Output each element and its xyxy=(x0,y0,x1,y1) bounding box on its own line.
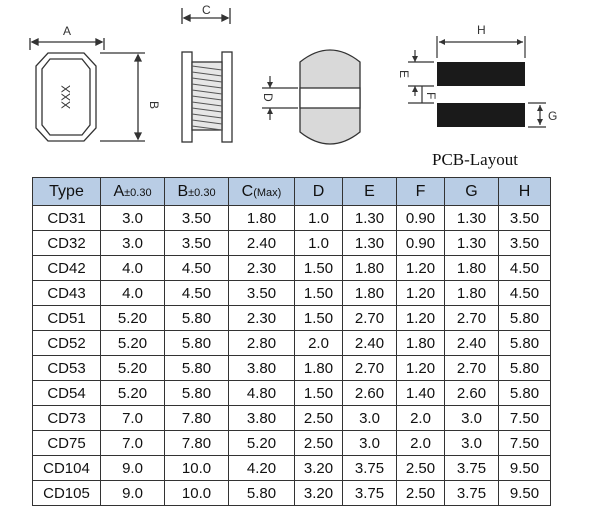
header-row xyxy=(33,178,551,206)
value-cell: 4.0 xyxy=(101,281,165,306)
value-cell: 1.30 xyxy=(445,206,499,231)
column-header xyxy=(445,178,499,206)
value-cell: 2.0 xyxy=(295,331,343,356)
column-header xyxy=(33,178,101,206)
type-cell: CD104 xyxy=(33,456,101,481)
table-header xyxy=(33,178,551,206)
column-header-label: H xyxy=(518,182,531,200)
value-cell: 2.0 xyxy=(397,406,445,431)
value-cell: 9.50 xyxy=(499,481,551,506)
table-row xyxy=(33,206,551,231)
type-cell: CD54 xyxy=(33,381,101,406)
value-cell: 10.0 xyxy=(165,456,229,481)
value-cell: 1.50 xyxy=(295,281,343,306)
dim-b-label: B xyxy=(147,101,161,110)
value-cell: 9.50 xyxy=(499,456,551,481)
value-cell: 1.80 xyxy=(397,331,445,356)
value-cell: 2.40 xyxy=(343,331,397,356)
value-cell: 3.0 xyxy=(101,206,165,231)
column-header-tolerance: ±0.30 xyxy=(188,186,216,199)
column-header xyxy=(397,178,445,206)
value-cell: 1.30 xyxy=(343,206,397,231)
table-row xyxy=(33,306,551,331)
value-cell: 7.80 xyxy=(165,431,229,456)
value-cell: 1.0 xyxy=(295,231,343,256)
value-cell: 3.0 xyxy=(101,231,165,256)
value-cell: 2.30 xyxy=(229,256,295,281)
value-cell: 1.20 xyxy=(397,306,445,331)
column-header-tolerance: ±0.30 xyxy=(124,186,152,199)
type-cell: CD43 xyxy=(33,281,101,306)
value-cell: 2.30 xyxy=(229,306,295,331)
value-cell: 1.50 xyxy=(295,381,343,406)
dim-a-label: A xyxy=(63,24,72,38)
value-cell: 4.50 xyxy=(499,256,551,281)
dim-c-label: C xyxy=(202,3,211,17)
type-cell: CD42 xyxy=(33,256,101,281)
value-cell: 1.80 xyxy=(445,281,499,306)
value-cell: 1.20 xyxy=(397,256,445,281)
value-cell: 3.50 xyxy=(229,281,295,306)
value-cell: 7.50 xyxy=(499,431,551,456)
table-row xyxy=(33,231,551,256)
column-header-label: G xyxy=(465,182,478,200)
dim-g-label: G xyxy=(548,109,558,123)
pcb-pad-top xyxy=(437,62,525,86)
bottom-view xyxy=(262,50,360,144)
value-cell: 5.80 xyxy=(229,481,295,506)
table-row xyxy=(33,256,551,281)
dimension-drawings xyxy=(0,0,600,175)
type-cell: CD75 xyxy=(33,431,101,456)
column-header xyxy=(229,178,295,206)
type-cell: CD31 xyxy=(33,206,101,231)
column-header-tolerance: (Max) xyxy=(253,186,282,199)
value-cell: 0.90 xyxy=(397,231,445,256)
value-cell: 5.20 xyxy=(101,331,165,356)
value-cell: 4.50 xyxy=(165,281,229,306)
value-cell: 3.0 xyxy=(445,406,499,431)
value-cell: 1.80 xyxy=(445,256,499,281)
value-cell: 3.50 xyxy=(165,206,229,231)
value-cell: 4.20 xyxy=(229,456,295,481)
value-cell: 2.70 xyxy=(343,356,397,381)
value-cell: 2.70 xyxy=(343,306,397,331)
value-cell: 2.40 xyxy=(229,231,295,256)
value-cell: 7.0 xyxy=(101,431,165,456)
value-cell: 3.0 xyxy=(445,431,499,456)
value-cell: 2.50 xyxy=(295,431,343,456)
type-cell: CD51 xyxy=(33,306,101,331)
value-cell: 7.0 xyxy=(101,406,165,431)
value-cell: 9.0 xyxy=(101,481,165,506)
value-cell: 5.20 xyxy=(229,431,295,456)
table-row xyxy=(33,331,551,356)
value-cell: 1.20 xyxy=(397,281,445,306)
type-cell: CD53 xyxy=(33,356,101,381)
value-cell: 2.0 xyxy=(397,431,445,456)
value-cell: 1.50 xyxy=(295,256,343,281)
value-cell: 5.20 xyxy=(101,356,165,381)
column-header xyxy=(499,178,551,206)
value-cell: 1.80 xyxy=(295,356,343,381)
component-outline-drawings xyxy=(0,0,600,175)
value-cell: 5.80 xyxy=(499,306,551,331)
column-header-label: Type xyxy=(49,182,84,200)
column-header xyxy=(101,178,165,206)
value-cell: 3.75 xyxy=(343,456,397,481)
top-view xyxy=(30,38,145,141)
type-cell: CD32 xyxy=(33,231,101,256)
value-cell: 2.50 xyxy=(295,406,343,431)
value-cell: 3.75 xyxy=(343,481,397,506)
value-cell: 2.70 xyxy=(445,356,499,381)
value-cell: 1.30 xyxy=(445,231,499,256)
value-cell: 5.20 xyxy=(101,306,165,331)
value-cell: 5.80 xyxy=(499,331,551,356)
value-cell: 2.70 xyxy=(445,306,499,331)
value-cell: 9.0 xyxy=(101,456,165,481)
value-cell: 1.40 xyxy=(397,381,445,406)
value-cell: 4.50 xyxy=(499,281,551,306)
pcb-pad-bottom xyxy=(437,103,525,127)
column-header-label: E xyxy=(364,182,375,200)
value-cell: 1.80 xyxy=(343,281,397,306)
marking-text: XXX xyxy=(59,84,73,110)
column-header-label: A xyxy=(113,182,125,200)
value-cell: 4.80 xyxy=(229,381,295,406)
dim-f-label: F xyxy=(424,92,438,100)
value-cell: 7.50 xyxy=(499,406,551,431)
column-header-label: F xyxy=(415,182,426,200)
value-cell: 7.80 xyxy=(165,406,229,431)
table-row xyxy=(33,381,551,406)
value-cell: 2.60 xyxy=(445,381,499,406)
value-cell: 3.50 xyxy=(499,231,551,256)
value-cell: 3.80 xyxy=(229,356,295,381)
value-cell: 3.0 xyxy=(343,406,397,431)
column-header xyxy=(295,178,343,206)
value-cell: 3.20 xyxy=(295,456,343,481)
type-cell: CD73 xyxy=(33,406,101,431)
value-cell: 2.50 xyxy=(397,456,445,481)
dimension-table xyxy=(32,177,551,506)
type-cell: CD105 xyxy=(33,481,101,506)
type-cell: CD52 xyxy=(33,331,101,356)
value-cell: 2.60 xyxy=(343,381,397,406)
column-header xyxy=(165,178,229,206)
table-row xyxy=(33,356,551,381)
value-cell: 1.80 xyxy=(343,256,397,281)
table-row xyxy=(33,406,551,431)
value-cell: 5.80 xyxy=(499,356,551,381)
value-cell: 3.50 xyxy=(165,231,229,256)
value-cell: 1.0 xyxy=(295,206,343,231)
table-body xyxy=(33,206,551,506)
value-cell: 3.75 xyxy=(445,456,499,481)
pcb-layout xyxy=(408,36,546,127)
value-cell: 3.0 xyxy=(343,431,397,456)
value-cell: 5.80 xyxy=(165,331,229,356)
value-cell: 3.75 xyxy=(445,481,499,506)
value-cell: 5.20 xyxy=(101,381,165,406)
value-cell: 3.80 xyxy=(229,406,295,431)
value-cell: 4.0 xyxy=(101,256,165,281)
value-cell: 5.80 xyxy=(165,356,229,381)
table-row xyxy=(33,281,551,306)
value-cell: 4.50 xyxy=(165,256,229,281)
table-row xyxy=(33,481,551,506)
value-cell: 2.50 xyxy=(397,481,445,506)
value-cell: 1.50 xyxy=(295,306,343,331)
value-cell: 3.50 xyxy=(499,206,551,231)
table-row xyxy=(33,431,551,456)
dim-d-label: D xyxy=(261,93,275,102)
table-row xyxy=(33,456,551,481)
value-cell: 1.30 xyxy=(343,231,397,256)
column-header-label: C xyxy=(241,182,254,200)
dim-e-label: E xyxy=(397,70,411,79)
value-cell: 1.80 xyxy=(229,206,295,231)
value-cell: 5.80 xyxy=(165,381,229,406)
value-cell: 2.80 xyxy=(229,331,295,356)
value-cell: 1.20 xyxy=(397,356,445,381)
value-cell: 5.80 xyxy=(499,381,551,406)
value-cell: 2.40 xyxy=(445,331,499,356)
dim-h-label: H xyxy=(477,23,486,37)
column-header-label: B xyxy=(177,182,189,200)
column-header-label: D xyxy=(312,182,325,200)
value-cell: 0.90 xyxy=(397,206,445,231)
value-cell: 5.80 xyxy=(165,306,229,331)
column-header xyxy=(343,178,397,206)
value-cell: 10.0 xyxy=(165,481,229,506)
value-cell: 3.20 xyxy=(295,481,343,506)
pcb-layout-caption: PCB-Layout xyxy=(432,150,518,169)
